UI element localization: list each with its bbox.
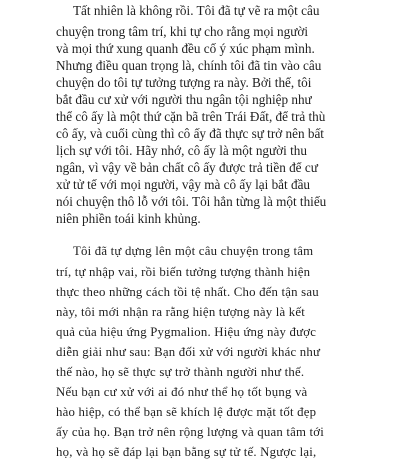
text-line: ấy của họ. Bạn trở nên rộng lượng và quan tâm tới [56,425,325,439]
text-line: chuyện trong tâm trí, khi tự cho rằng mọi người [56,24,309,39]
text-line: Tất nhiên là không rồi. Tôi đã tự vẽ ra một câu [73,3,320,18]
text-line: thể cô ấy là một thứ cặn bã trên Trái Đất, để trả thù [56,109,326,124]
text-line: xử tử tế với mọi người, vậy mà cô ấy lại bắt đầu [56,177,311,192]
text-line: Nhưng điều quan trọng là, chính tôi đã tin vào câu [56,58,322,73]
text-line: và mọi thứ xung quanh đều cố ý xúc phạm mình. [56,41,315,56]
text-line: hào hiệp, có thể bạn sẽ khích lệ được mặt tốt đẹp [56,405,317,419]
text-line: chuyện do tôi tự tưởng tượng ra này. Bởi thế, tôi [56,75,312,90]
text-line: lịch sự với tôi. Hãy nhớ, cô ấy là một người thu [56,143,307,158]
text-line: này, tôi mới nhận ra rằng hiện tượng này là kết [56,305,306,319]
text-line: thực theo những cách tồi tệ nhất. Cho đến tận sau [56,285,319,299]
text-line: niên phiền toái kinh khủng. [56,211,201,226]
text-line: thế nào, họ sẽ thực sự trở thành người như thế. [56,365,305,379]
text-line: cô ấy, và cuối cùng thì cô ấy đã thực sự trở nên bất [56,126,324,141]
text-line: Tôi đã tự dựng lên một câu chuyện trong tâm [73,244,314,258]
text-line: bắt đầu cư xử với người thu ngân tội nghiệp như [56,92,312,107]
text-line: quả của hiệu ứng Pygmalion. Hiệu ứng này được [56,325,317,339]
text-line: ngân, vì vậy về bản chất cô ấy được trả tiền để cư [56,160,318,175]
text-line: Nếu bạn cư xử với ai đó như thể họ tốt bụng và [56,385,308,399]
text-line: họ, và họ sẽ đáp lại bạn bằng sự tử tế. Ngược lại, [56,445,317,459]
text-line: nói chuyện thô lỗ với tôi. Tôi hẳn từng là một thiếu [56,194,327,209]
text-line: trí, tự nhập vai, rồi biến tưởng tượng thành hiện [56,265,311,279]
text-line: diễn giải như sau: Bạn đối xử với người khác như [56,345,321,359]
